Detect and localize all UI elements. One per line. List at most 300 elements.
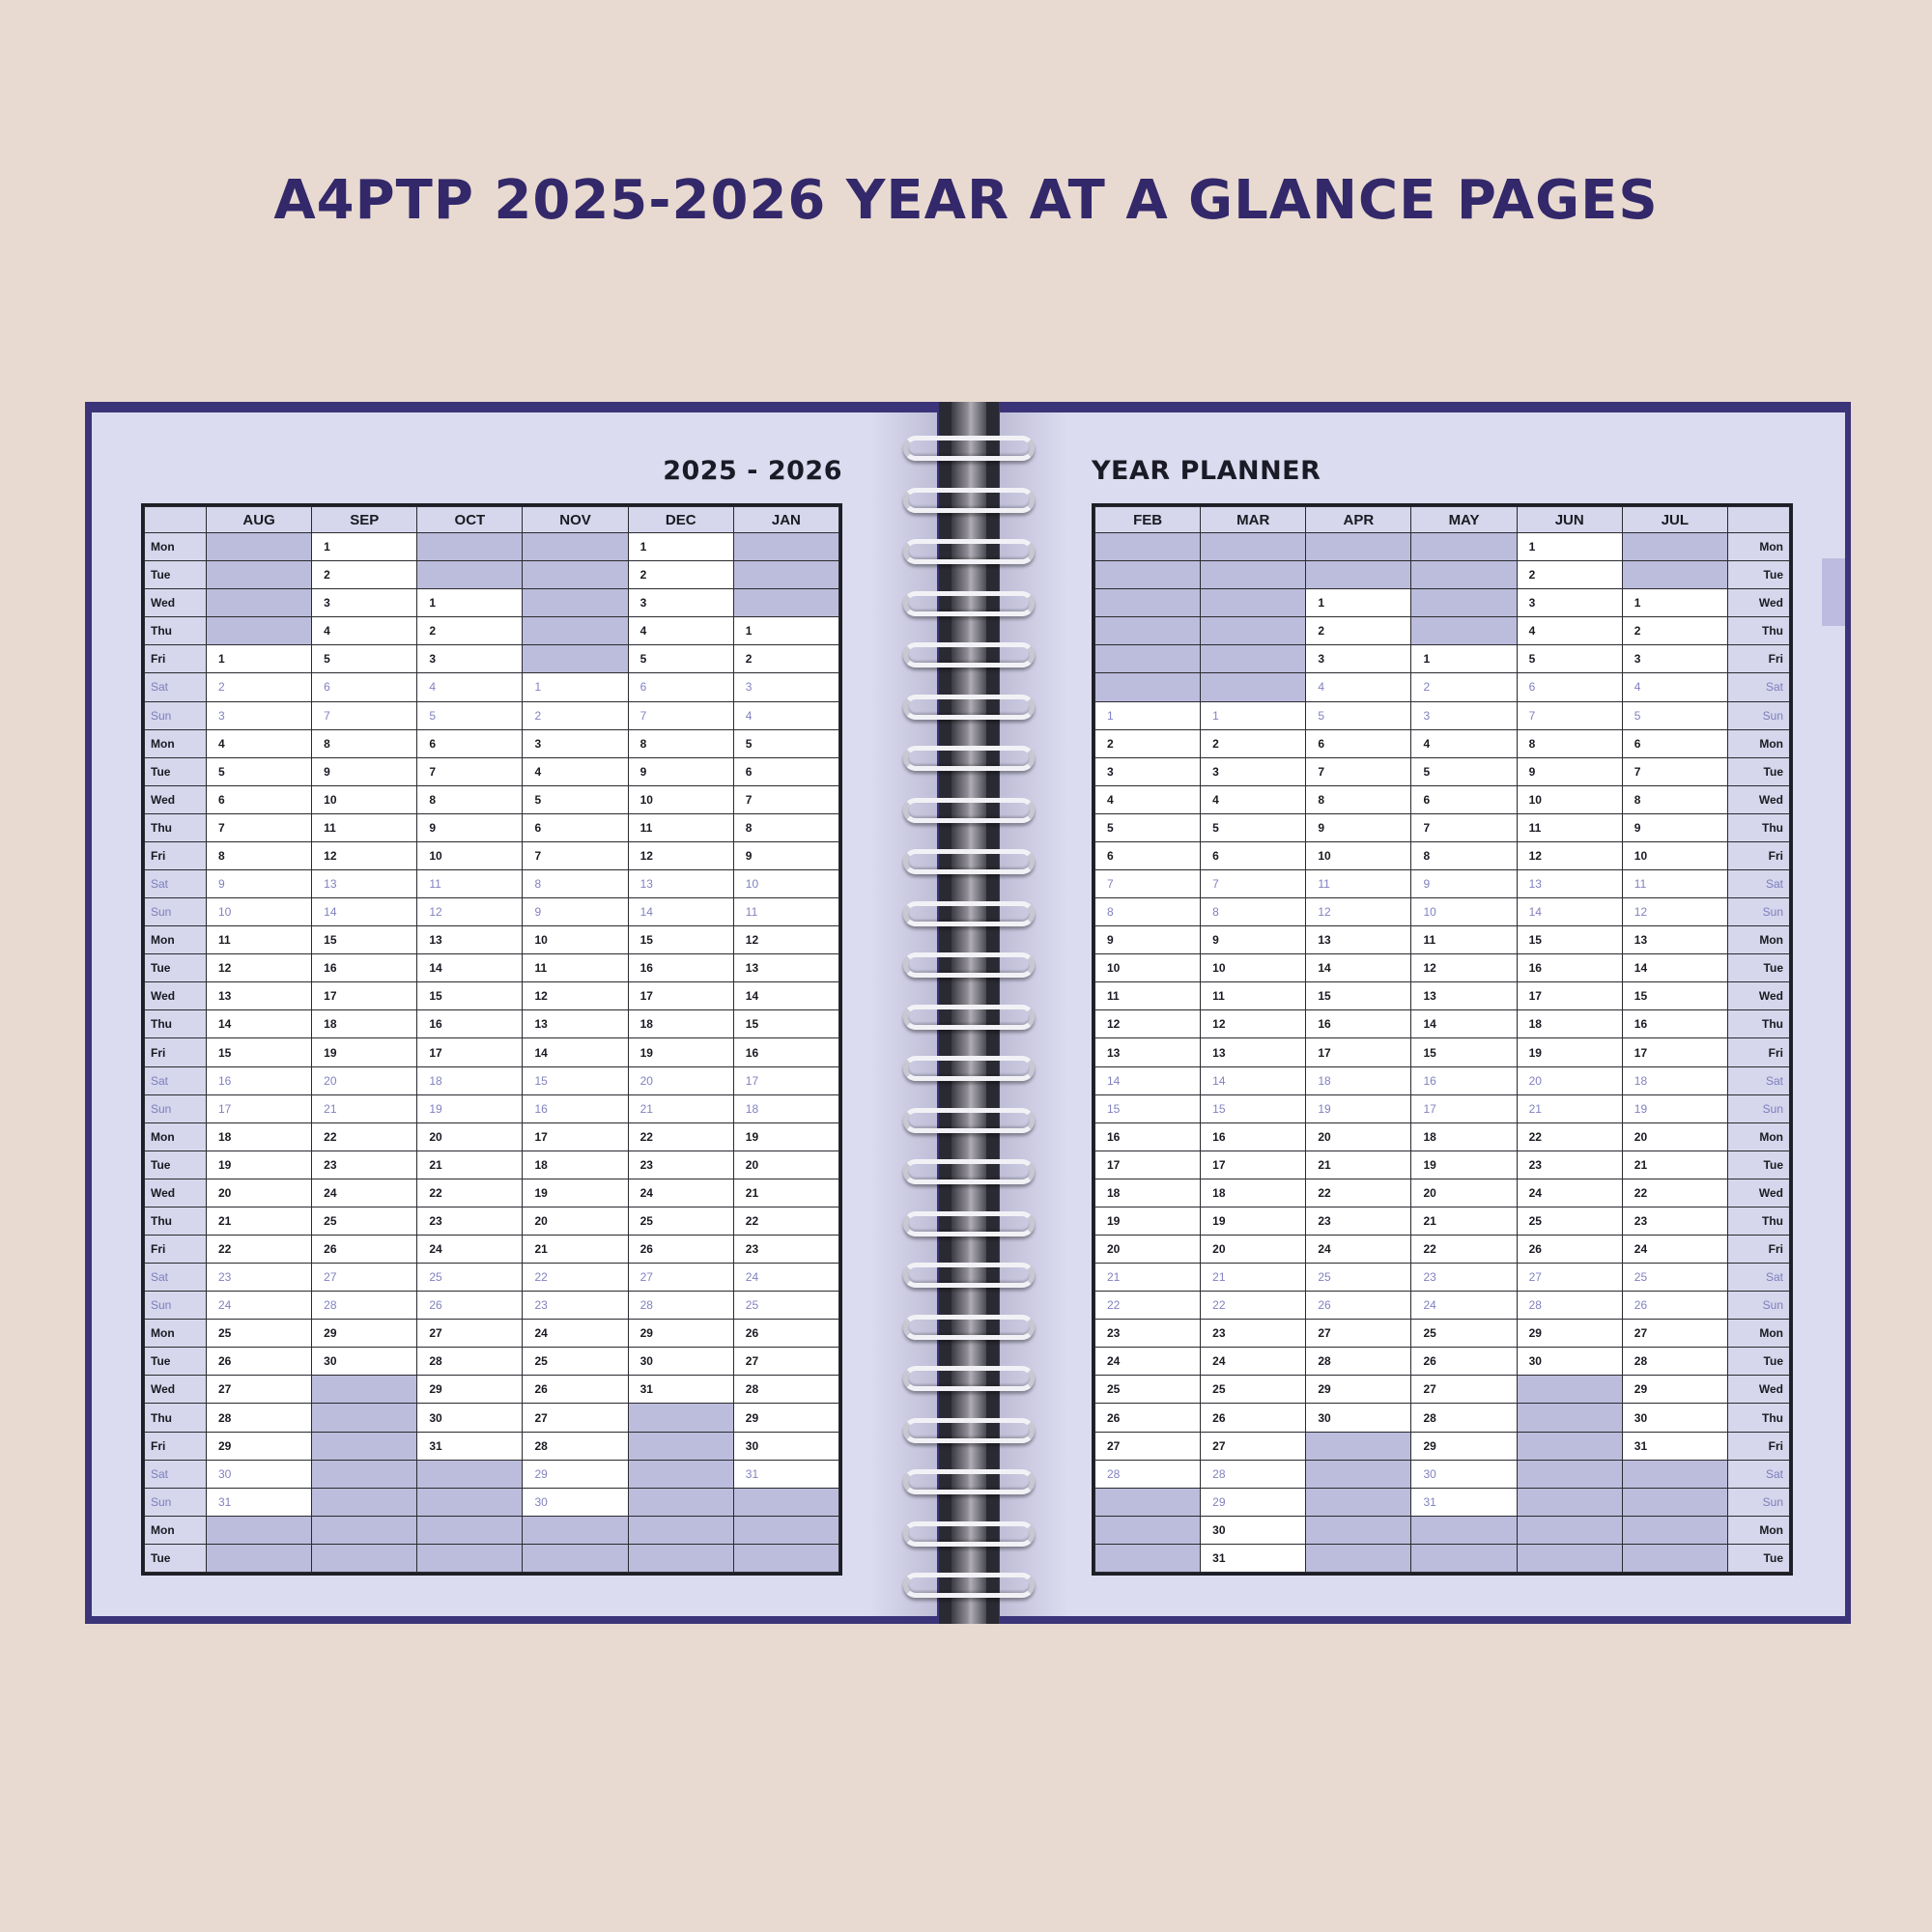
date-cell[interactable]: 6 bbox=[1201, 841, 1306, 869]
date-cell[interactable]: 14 bbox=[1095, 1066, 1201, 1094]
date-cell[interactable]: 21 bbox=[1095, 1264, 1201, 1292]
date-cell[interactable]: 2 bbox=[733, 645, 838, 673]
date-cell[interactable]: 28 bbox=[733, 1376, 838, 1404]
date-cell[interactable]: 30 bbox=[1306, 1404, 1411, 1432]
date-cell[interactable]: 27 bbox=[1095, 1432, 1201, 1460]
date-cell[interactable]: 11 bbox=[523, 954, 628, 982]
date-cell[interactable]: 7 bbox=[1201, 870, 1306, 898]
date-cell[interactable]: 15 bbox=[1622, 982, 1727, 1010]
date-cell[interactable]: 24 bbox=[417, 1236, 523, 1264]
date-cell[interactable]: 4 bbox=[207, 729, 312, 757]
date-cell[interactable]: 7 bbox=[733, 785, 838, 813]
date-cell[interactable]: 30 bbox=[1411, 1460, 1517, 1488]
date-cell[interactable]: 18 bbox=[523, 1151, 628, 1179]
date-cell[interactable]: 15 bbox=[417, 982, 523, 1010]
date-cell[interactable]: 5 bbox=[1201, 813, 1306, 841]
date-cell[interactable]: 15 bbox=[312, 926, 417, 954]
date-cell[interactable]: 15 bbox=[1095, 1094, 1201, 1122]
date-cell[interactable]: 27 bbox=[312, 1264, 417, 1292]
date-cell[interactable]: 26 bbox=[1411, 1348, 1517, 1376]
date-cell[interactable]: 30 bbox=[523, 1488, 628, 1516]
date-cell[interactable]: 8 bbox=[523, 870, 628, 898]
date-cell[interactable]: 4 bbox=[417, 673, 523, 701]
date-cell[interactable]: 19 bbox=[1306, 1094, 1411, 1122]
date-cell[interactable]: 4 bbox=[1411, 729, 1517, 757]
date-cell[interactable]: 12 bbox=[1095, 1010, 1201, 1038]
date-cell[interactable]: 20 bbox=[417, 1122, 523, 1151]
date-cell[interactable]: 7 bbox=[312, 701, 417, 729]
date-cell[interactable]: 11 bbox=[1622, 870, 1727, 898]
date-cell[interactable]: 1 bbox=[1306, 589, 1411, 617]
date-cell[interactable]: 7 bbox=[1095, 870, 1201, 898]
date-cell[interactable]: 23 bbox=[1517, 1151, 1622, 1179]
date-cell[interactable]: 16 bbox=[1622, 1010, 1727, 1038]
date-cell[interactable]: 24 bbox=[523, 1320, 628, 1348]
date-cell[interactable]: 16 bbox=[312, 954, 417, 982]
date-cell[interactable]: 14 bbox=[733, 982, 838, 1010]
date-cell[interactable]: 22 bbox=[1517, 1122, 1622, 1151]
date-cell[interactable]: 19 bbox=[312, 1038, 417, 1066]
date-cell[interactable]: 30 bbox=[417, 1404, 523, 1432]
date-cell[interactable]: 20 bbox=[1517, 1066, 1622, 1094]
date-cell[interactable]: 4 bbox=[1622, 673, 1727, 701]
date-cell[interactable]: 3 bbox=[1517, 589, 1622, 617]
date-cell[interactable]: 30 bbox=[628, 1348, 733, 1376]
date-cell[interactable]: 22 bbox=[628, 1122, 733, 1151]
date-cell[interactable]: 5 bbox=[1622, 701, 1727, 729]
date-cell[interactable]: 20 bbox=[207, 1179, 312, 1207]
date-cell[interactable]: 28 bbox=[1517, 1292, 1622, 1320]
date-cell[interactable]: 17 bbox=[417, 1038, 523, 1066]
date-cell[interactable]: 26 bbox=[417, 1292, 523, 1320]
date-cell[interactable]: 1 bbox=[628, 533, 733, 561]
date-cell[interactable]: 29 bbox=[733, 1404, 838, 1432]
date-cell[interactable]: 19 bbox=[1411, 1151, 1517, 1179]
date-cell[interactable]: 18 bbox=[1306, 1066, 1411, 1094]
date-cell[interactable]: 26 bbox=[733, 1320, 838, 1348]
date-cell[interactable]: 30 bbox=[207, 1460, 312, 1488]
date-cell[interactable]: 15 bbox=[207, 1038, 312, 1066]
date-cell[interactable]: 21 bbox=[1306, 1151, 1411, 1179]
date-cell[interactable]: 1 bbox=[523, 673, 628, 701]
date-cell[interactable]: 22 bbox=[312, 1122, 417, 1151]
date-cell[interactable]: 25 bbox=[312, 1207, 417, 1235]
date-cell[interactable]: 4 bbox=[628, 617, 733, 645]
date-cell[interactable]: 1 bbox=[417, 589, 523, 617]
date-cell[interactable]: 12 bbox=[1622, 898, 1727, 926]
date-cell[interactable]: 23 bbox=[523, 1292, 628, 1320]
date-cell[interactable]: 27 bbox=[733, 1348, 838, 1376]
date-cell[interactable]: 24 bbox=[1201, 1348, 1306, 1376]
date-cell[interactable]: 4 bbox=[1095, 785, 1201, 813]
date-cell[interactable]: 23 bbox=[1201, 1320, 1306, 1348]
date-cell[interactable]: 29 bbox=[207, 1432, 312, 1460]
date-cell[interactable]: 6 bbox=[312, 673, 417, 701]
date-cell[interactable]: 2 bbox=[523, 701, 628, 729]
date-cell[interactable]: 7 bbox=[207, 813, 312, 841]
date-cell[interactable]: 1 bbox=[1517, 533, 1622, 561]
date-cell[interactable]: 13 bbox=[207, 982, 312, 1010]
date-cell[interactable]: 7 bbox=[1411, 813, 1517, 841]
date-cell[interactable]: 12 bbox=[207, 954, 312, 982]
date-cell[interactable]: 16 bbox=[417, 1010, 523, 1038]
date-cell[interactable]: 10 bbox=[1622, 841, 1727, 869]
date-cell[interactable]: 8 bbox=[207, 841, 312, 869]
date-cell[interactable]: 12 bbox=[1517, 841, 1622, 869]
date-cell[interactable]: 22 bbox=[1306, 1179, 1411, 1207]
date-cell[interactable]: 12 bbox=[417, 898, 523, 926]
date-cell[interactable]: 13 bbox=[1095, 1038, 1201, 1066]
date-cell[interactable]: 28 bbox=[1306, 1348, 1411, 1376]
date-cell[interactable]: 5 bbox=[628, 645, 733, 673]
date-cell[interactable]: 25 bbox=[628, 1207, 733, 1235]
date-cell[interactable]: 20 bbox=[1411, 1179, 1517, 1207]
date-cell[interactable]: 8 bbox=[1306, 785, 1411, 813]
date-cell[interactable]: 1 bbox=[1095, 701, 1201, 729]
date-cell[interactable]: 8 bbox=[628, 729, 733, 757]
date-cell[interactable]: 31 bbox=[1411, 1488, 1517, 1516]
date-cell[interactable]: 26 bbox=[1306, 1292, 1411, 1320]
date-cell[interactable]: 6 bbox=[628, 673, 733, 701]
date-cell[interactable]: 23 bbox=[733, 1236, 838, 1264]
date-cell[interactable]: 13 bbox=[312, 870, 417, 898]
date-cell[interactable]: 31 bbox=[1622, 1432, 1727, 1460]
date-cell[interactable]: 10 bbox=[1306, 841, 1411, 869]
date-cell[interactable]: 27 bbox=[1517, 1264, 1622, 1292]
date-cell[interactable]: 6 bbox=[733, 757, 838, 785]
date-cell[interactable]: 16 bbox=[1306, 1010, 1411, 1038]
date-cell[interactable]: 25 bbox=[733, 1292, 838, 1320]
date-cell[interactable]: 23 bbox=[312, 1151, 417, 1179]
date-cell[interactable]: 6 bbox=[523, 813, 628, 841]
date-cell[interactable]: 31 bbox=[207, 1488, 312, 1516]
date-cell[interactable]: 14 bbox=[1517, 898, 1622, 926]
date-cell[interactable]: 29 bbox=[523, 1460, 628, 1488]
date-cell[interactable]: 24 bbox=[628, 1179, 733, 1207]
date-cell[interactable]: 24 bbox=[733, 1264, 838, 1292]
date-cell[interactable]: 3 bbox=[417, 645, 523, 673]
date-cell[interactable]: 7 bbox=[1306, 757, 1411, 785]
date-cell[interactable]: 7 bbox=[523, 841, 628, 869]
date-cell[interactable]: 12 bbox=[733, 926, 838, 954]
date-cell[interactable]: 28 bbox=[1095, 1460, 1201, 1488]
date-cell[interactable]: 26 bbox=[1517, 1236, 1622, 1264]
date-cell[interactable]: 26 bbox=[1622, 1292, 1727, 1320]
date-cell[interactable]: 30 bbox=[733, 1432, 838, 1460]
date-cell[interactable]: 21 bbox=[628, 1094, 733, 1122]
date-cell[interactable]: 30 bbox=[1517, 1348, 1622, 1376]
date-cell[interactable]: 6 bbox=[1517, 673, 1622, 701]
date-cell[interactable]: 3 bbox=[733, 673, 838, 701]
date-cell[interactable]: 4 bbox=[733, 701, 838, 729]
date-cell[interactable]: 15 bbox=[1411, 1038, 1517, 1066]
date-cell[interactable]: 17 bbox=[207, 1094, 312, 1122]
date-cell[interactable]: 6 bbox=[207, 785, 312, 813]
date-cell[interactable]: 13 bbox=[1306, 926, 1411, 954]
date-cell[interactable]: 27 bbox=[1411, 1376, 1517, 1404]
date-cell[interactable]: 19 bbox=[733, 1122, 838, 1151]
date-cell[interactable]: 2 bbox=[1622, 617, 1727, 645]
date-cell[interactable]: 1 bbox=[312, 533, 417, 561]
date-cell[interactable]: 9 bbox=[1201, 926, 1306, 954]
date-cell[interactable]: 28 bbox=[628, 1292, 733, 1320]
date-cell[interactable]: 20 bbox=[523, 1207, 628, 1235]
date-cell[interactable]: 13 bbox=[628, 870, 733, 898]
date-cell[interactable]: 21 bbox=[1622, 1151, 1727, 1179]
date-cell[interactable]: 10 bbox=[1095, 954, 1201, 982]
date-cell[interactable]: 28 bbox=[207, 1404, 312, 1432]
date-cell[interactable]: 2 bbox=[312, 561, 417, 589]
date-cell[interactable]: 9 bbox=[1517, 757, 1622, 785]
date-cell[interactable]: 25 bbox=[1622, 1264, 1727, 1292]
date-cell[interactable]: 11 bbox=[312, 813, 417, 841]
date-cell[interactable]: 5 bbox=[207, 757, 312, 785]
date-cell[interactable]: 15 bbox=[628, 926, 733, 954]
date-cell[interactable]: 19 bbox=[1622, 1094, 1727, 1122]
date-cell[interactable]: 29 bbox=[1201, 1488, 1306, 1516]
date-cell[interactable]: 22 bbox=[1411, 1236, 1517, 1264]
date-cell[interactable]: 12 bbox=[1201, 1010, 1306, 1038]
date-cell[interactable]: 16 bbox=[628, 954, 733, 982]
date-cell[interactable]: 22 bbox=[523, 1264, 628, 1292]
date-cell[interactable]: 9 bbox=[417, 813, 523, 841]
date-cell[interactable]: 27 bbox=[628, 1264, 733, 1292]
date-cell[interactable]: 27 bbox=[417, 1320, 523, 1348]
date-cell[interactable]: 25 bbox=[1095, 1376, 1201, 1404]
date-cell[interactable]: 5 bbox=[733, 729, 838, 757]
date-cell[interactable]: 19 bbox=[628, 1038, 733, 1066]
date-cell[interactable]: 13 bbox=[1201, 1038, 1306, 1066]
date-cell[interactable]: 1 bbox=[1622, 589, 1727, 617]
date-cell[interactable]: 8 bbox=[312, 729, 417, 757]
date-cell[interactable]: 20 bbox=[1306, 1122, 1411, 1151]
date-cell[interactable]: 20 bbox=[312, 1066, 417, 1094]
date-cell[interactable]: 14 bbox=[1622, 954, 1727, 982]
date-cell[interactable]: 5 bbox=[1095, 813, 1201, 841]
date-cell[interactable]: 16 bbox=[733, 1038, 838, 1066]
date-cell[interactable]: 3 bbox=[1306, 645, 1411, 673]
date-cell[interactable]: 4 bbox=[312, 617, 417, 645]
date-cell[interactable]: 11 bbox=[1095, 982, 1201, 1010]
date-cell[interactable]: 9 bbox=[312, 757, 417, 785]
date-cell[interactable]: 23 bbox=[1095, 1320, 1201, 1348]
date-cell[interactable]: 26 bbox=[1201, 1404, 1306, 1432]
date-cell[interactable]: 22 bbox=[1622, 1179, 1727, 1207]
date-cell[interactable]: 27 bbox=[207, 1376, 312, 1404]
date-cell[interactable]: 12 bbox=[1306, 898, 1411, 926]
date-cell[interactable]: 2 bbox=[1517, 561, 1622, 589]
date-cell[interactable]: 29 bbox=[417, 1376, 523, 1404]
date-cell[interactable]: 14 bbox=[417, 954, 523, 982]
date-cell[interactable]: 18 bbox=[1517, 1010, 1622, 1038]
date-cell[interactable]: 8 bbox=[1517, 729, 1622, 757]
date-cell[interactable]: 5 bbox=[1517, 645, 1622, 673]
date-cell[interactable]: 4 bbox=[1517, 617, 1622, 645]
date-cell[interactable]: 8 bbox=[1095, 898, 1201, 926]
date-cell[interactable]: 20 bbox=[1095, 1236, 1201, 1264]
date-cell[interactable]: 3 bbox=[523, 729, 628, 757]
date-cell[interactable]: 17 bbox=[1622, 1038, 1727, 1066]
date-cell[interactable]: 21 bbox=[1201, 1264, 1306, 1292]
date-cell[interactable]: 17 bbox=[523, 1122, 628, 1151]
date-cell[interactable]: 16 bbox=[207, 1066, 312, 1094]
date-cell[interactable]: 14 bbox=[1411, 1010, 1517, 1038]
date-cell[interactable]: 6 bbox=[1306, 729, 1411, 757]
date-cell[interactable]: 27 bbox=[523, 1404, 628, 1432]
date-cell[interactable]: 28 bbox=[523, 1432, 628, 1460]
date-cell[interactable]: 29 bbox=[312, 1320, 417, 1348]
date-cell[interactable]: 16 bbox=[1411, 1066, 1517, 1094]
date-cell[interactable]: 5 bbox=[417, 701, 523, 729]
date-cell[interactable]: 24 bbox=[1095, 1348, 1201, 1376]
date-cell[interactable]: 31 bbox=[628, 1376, 733, 1404]
date-cell[interactable]: 21 bbox=[523, 1236, 628, 1264]
date-cell[interactable]: 7 bbox=[1622, 757, 1727, 785]
date-cell[interactable]: 2 bbox=[1201, 729, 1306, 757]
date-cell[interactable]: 10 bbox=[523, 926, 628, 954]
date-cell[interactable]: 18 bbox=[312, 1010, 417, 1038]
date-cell[interactable]: 13 bbox=[1517, 870, 1622, 898]
date-cell[interactable]: 8 bbox=[733, 813, 838, 841]
date-cell[interactable]: 30 bbox=[1201, 1516, 1306, 1544]
date-cell[interactable]: 11 bbox=[417, 870, 523, 898]
date-cell[interactable]: 14 bbox=[628, 898, 733, 926]
date-cell[interactable]: 10 bbox=[1201, 954, 1306, 982]
date-cell[interactable]: 23 bbox=[1411, 1264, 1517, 1292]
date-cell[interactable]: 30 bbox=[312, 1348, 417, 1376]
date-cell[interactable]: 26 bbox=[523, 1376, 628, 1404]
date-cell[interactable]: 12 bbox=[523, 982, 628, 1010]
date-cell[interactable]: 18 bbox=[1411, 1122, 1517, 1151]
date-cell[interactable]: 19 bbox=[207, 1151, 312, 1179]
date-cell[interactable]: 18 bbox=[207, 1122, 312, 1151]
date-cell[interactable]: 23 bbox=[1306, 1207, 1411, 1235]
date-cell[interactable]: 21 bbox=[312, 1094, 417, 1122]
date-cell[interactable]: 9 bbox=[523, 898, 628, 926]
date-cell[interactable]: 24 bbox=[1306, 1236, 1411, 1264]
date-cell[interactable]: 26 bbox=[312, 1236, 417, 1264]
date-cell[interactable]: 9 bbox=[628, 757, 733, 785]
date-cell[interactable]: 17 bbox=[733, 1066, 838, 1094]
date-cell[interactable]: 22 bbox=[417, 1179, 523, 1207]
date-cell[interactable]: 8 bbox=[1622, 785, 1727, 813]
date-cell[interactable]: 2 bbox=[628, 561, 733, 589]
date-cell[interactable]: 25 bbox=[523, 1348, 628, 1376]
date-cell[interactable]: 9 bbox=[1622, 813, 1727, 841]
date-cell[interactable]: 1 bbox=[1201, 701, 1306, 729]
date-cell[interactable]: 16 bbox=[1201, 1122, 1306, 1151]
date-cell[interactable]: 25 bbox=[1411, 1320, 1517, 1348]
date-cell[interactable]: 14 bbox=[1201, 1066, 1306, 1094]
date-cell[interactable]: 18 bbox=[733, 1094, 838, 1122]
date-cell[interactable]: 14 bbox=[523, 1038, 628, 1066]
date-cell[interactable]: 25 bbox=[417, 1264, 523, 1292]
date-cell[interactable]: 6 bbox=[417, 729, 523, 757]
date-cell[interactable]: 11 bbox=[628, 813, 733, 841]
date-cell[interactable]: 13 bbox=[1411, 982, 1517, 1010]
date-cell[interactable]: 12 bbox=[1411, 954, 1517, 982]
date-cell[interactable]: 9 bbox=[1306, 813, 1411, 841]
date-cell[interactable]: 18 bbox=[1095, 1179, 1201, 1207]
date-cell[interactable]: 5 bbox=[523, 785, 628, 813]
date-cell[interactable]: 3 bbox=[207, 701, 312, 729]
date-cell[interactable]: 4 bbox=[1306, 673, 1411, 701]
date-cell[interactable]: 16 bbox=[523, 1094, 628, 1122]
date-cell[interactable]: 27 bbox=[1201, 1432, 1306, 1460]
date-cell[interactable]: 25 bbox=[1201, 1376, 1306, 1404]
date-cell[interactable]: 27 bbox=[1306, 1320, 1411, 1348]
date-cell[interactable]: 28 bbox=[417, 1348, 523, 1376]
date-cell[interactable]: 28 bbox=[1411, 1404, 1517, 1432]
date-cell[interactable]: 26 bbox=[628, 1236, 733, 1264]
date-cell[interactable]: 28 bbox=[312, 1292, 417, 1320]
date-cell[interactable]: 10 bbox=[1517, 785, 1622, 813]
date-cell[interactable]: 2 bbox=[1411, 673, 1517, 701]
date-cell[interactable]: 18 bbox=[417, 1066, 523, 1094]
date-cell[interactable]: 1 bbox=[207, 645, 312, 673]
date-cell[interactable]: 12 bbox=[312, 841, 417, 869]
date-cell[interactable]: 19 bbox=[1517, 1038, 1622, 1066]
date-cell[interactable]: 10 bbox=[733, 870, 838, 898]
date-cell[interactable]: 24 bbox=[1622, 1236, 1727, 1264]
date-cell[interactable]: 13 bbox=[417, 926, 523, 954]
date-cell[interactable]: 16 bbox=[1517, 954, 1622, 982]
date-cell[interactable]: 22 bbox=[207, 1236, 312, 1264]
date-cell[interactable]: 29 bbox=[628, 1320, 733, 1348]
date-cell[interactable]: 29 bbox=[1411, 1432, 1517, 1460]
date-cell[interactable]: 5 bbox=[1306, 701, 1411, 729]
date-cell[interactable]: 17 bbox=[1411, 1094, 1517, 1122]
date-cell[interactable]: 10 bbox=[207, 898, 312, 926]
date-cell[interactable]: 10 bbox=[417, 841, 523, 869]
date-cell[interactable]: 11 bbox=[1306, 870, 1411, 898]
date-cell[interactable]: 28 bbox=[1622, 1348, 1727, 1376]
date-cell[interactable]: 13 bbox=[523, 1010, 628, 1038]
date-cell[interactable]: 21 bbox=[733, 1179, 838, 1207]
date-cell[interactable]: 3 bbox=[312, 589, 417, 617]
date-cell[interactable]: 22 bbox=[1201, 1292, 1306, 1320]
date-cell[interactable]: 6 bbox=[1622, 729, 1727, 757]
date-cell[interactable]: 19 bbox=[1201, 1207, 1306, 1235]
date-cell[interactable]: 11 bbox=[1201, 982, 1306, 1010]
date-cell[interactable]: 23 bbox=[417, 1207, 523, 1235]
date-cell[interactable]: 9 bbox=[207, 870, 312, 898]
date-cell[interactable]: 20 bbox=[1622, 1122, 1727, 1151]
date-cell[interactable]: 21 bbox=[417, 1151, 523, 1179]
date-cell[interactable]: 15 bbox=[733, 1010, 838, 1038]
date-cell[interactable]: 23 bbox=[1622, 1207, 1727, 1235]
date-cell[interactable]: 29 bbox=[1622, 1376, 1727, 1404]
date-cell[interactable]: 15 bbox=[1201, 1094, 1306, 1122]
date-cell[interactable]: 7 bbox=[1517, 701, 1622, 729]
date-cell[interactable]: 10 bbox=[1411, 898, 1517, 926]
date-cell[interactable]: 3 bbox=[1095, 757, 1201, 785]
date-cell[interactable]: 3 bbox=[628, 589, 733, 617]
date-cell[interactable]: 10 bbox=[628, 785, 733, 813]
date-cell[interactable]: 13 bbox=[1622, 926, 1727, 954]
date-cell[interactable]: 19 bbox=[417, 1094, 523, 1122]
date-cell[interactable]: 11 bbox=[207, 926, 312, 954]
date-cell[interactable]: 15 bbox=[1517, 926, 1622, 954]
date-cell[interactable]: 19 bbox=[1095, 1207, 1201, 1235]
date-cell[interactable]: 21 bbox=[1411, 1207, 1517, 1235]
date-cell[interactable]: 18 bbox=[1201, 1179, 1306, 1207]
date-cell[interactable]: 9 bbox=[1095, 926, 1201, 954]
date-cell[interactable]: 3 bbox=[1411, 701, 1517, 729]
date-cell[interactable]: 10 bbox=[312, 785, 417, 813]
date-cell[interactable]: 7 bbox=[417, 757, 523, 785]
date-cell[interactable]: 16 bbox=[1095, 1122, 1201, 1151]
